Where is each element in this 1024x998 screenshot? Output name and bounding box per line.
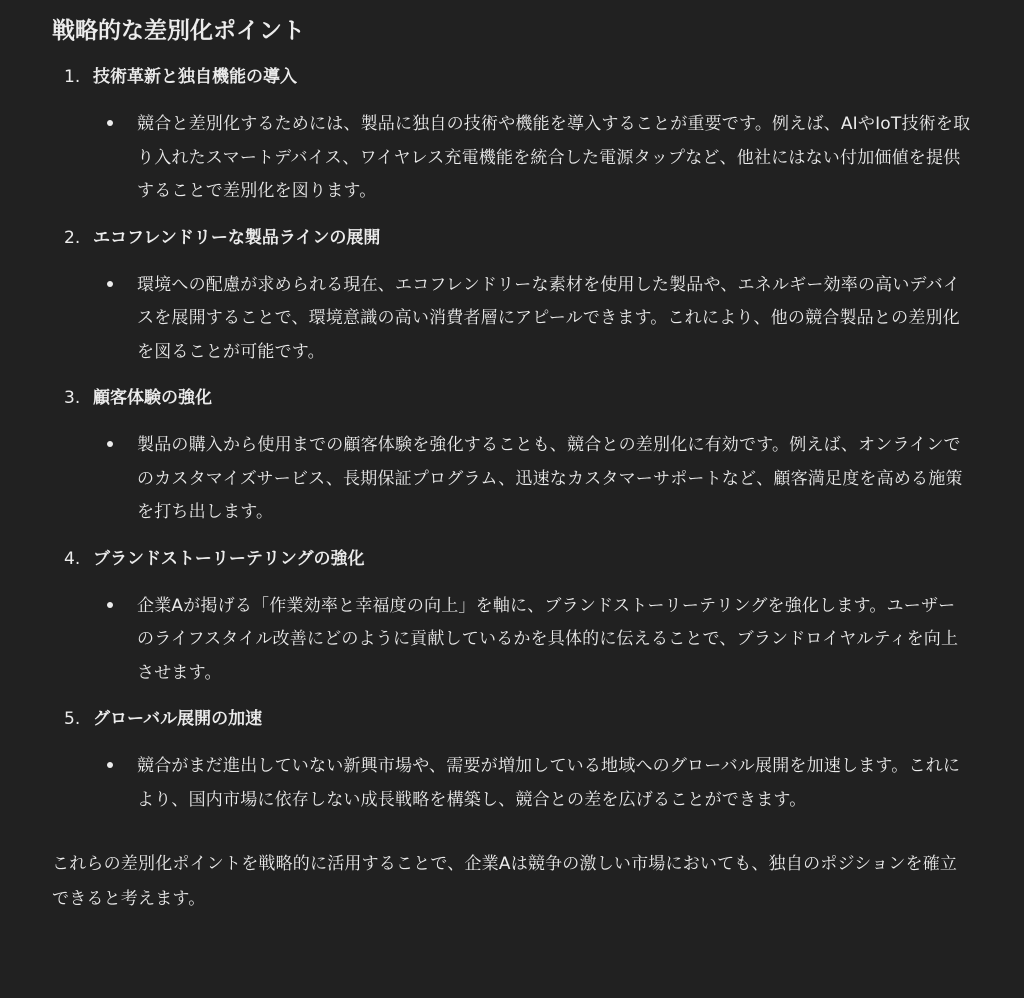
bullet-icon xyxy=(107,602,113,608)
point-number: 2. xyxy=(64,227,81,248)
point-number: 5. xyxy=(64,709,81,729)
point-body: 製品の購入から使用までの顧客体験を強化することも、競合との差別化に有効です。例えば、オンラインでのカスタマイズサービス、長期保証プログラム、迅速なカスタマーサポートなど、顧客満足度を高める施策を打ち出します。 xyxy=(137,435,963,522)
section-title: 戦略的な差別化ポイント xyxy=(52,18,305,44)
point-item xyxy=(52,223,972,370)
point-body: 企業Aが掲げる「作業効率と幸福度の向上」を軸に、ブランドストーリーテリングを強化します。ユーザーのライフスタイル改善にどのように貢献しているかを具体的に伝えることで、ブランドロイヤルティを向上させます。 xyxy=(137,595,959,683)
point-body-list xyxy=(93,413,972,530)
point-body-list xyxy=(93,92,972,209)
point-heading: ブランドストーリーテリングの強化 xyxy=(93,548,365,569)
point-heading: 顧客体験の強化 xyxy=(93,388,212,408)
bullet-icon xyxy=(107,281,113,287)
point-number: 4. xyxy=(64,548,81,569)
point-body: 競合と差別化するためには、製品に独自の技術や機能を導入することが重要です。例えば、AIやIoT技術を取り入れたスマートデバイス、ワイヤレス充電機能を統合した電源タップなど、他社にはない付加価値を提供することで差別化を図ります。 xyxy=(137,114,971,201)
point-item xyxy=(52,704,972,817)
point-item xyxy=(52,544,972,691)
point-body-list xyxy=(93,253,972,370)
conclusion-paragraph: これらの差別化ポイントを戦略的に活用することで、企業Aは競争の激しい市場においても、独自のポジションを確立できると考えます。 xyxy=(52,854,958,909)
point-number: 1. xyxy=(64,67,81,87)
point-body-list xyxy=(93,574,972,691)
point-body-list xyxy=(93,734,972,817)
point-body: 競合がまだ進出していない新興市場や、需要が増加している地域へのグローバル展開を加速します。これにより、国内市場に依存しない成長戦略を構築し、競合との差を広げることができます。 xyxy=(137,756,961,810)
point-item xyxy=(52,62,972,209)
point-heading: 技術革新と独自機能の導入 xyxy=(93,67,297,87)
differentiation-points-list xyxy=(52,62,972,817)
bullet-icon xyxy=(107,120,113,126)
bullet-icon xyxy=(107,762,113,768)
point-heading: エコフレンドリーな製品ラインの展開 xyxy=(93,227,381,248)
bullet-icon xyxy=(107,441,113,447)
point-number: 3. xyxy=(64,388,81,408)
point-item xyxy=(52,383,972,530)
point-heading: グローバル展開の加速 xyxy=(93,709,263,729)
point-body: 環境への配慮が求められる現在、エコフレンドリーな素材を使用した製品や、エネルギー効率の高いデバイスを展開することで、環境意識の高い消費者層にアピールできます。これにより、他の競合製品との差別化を図ることが可能です。 xyxy=(137,274,961,362)
